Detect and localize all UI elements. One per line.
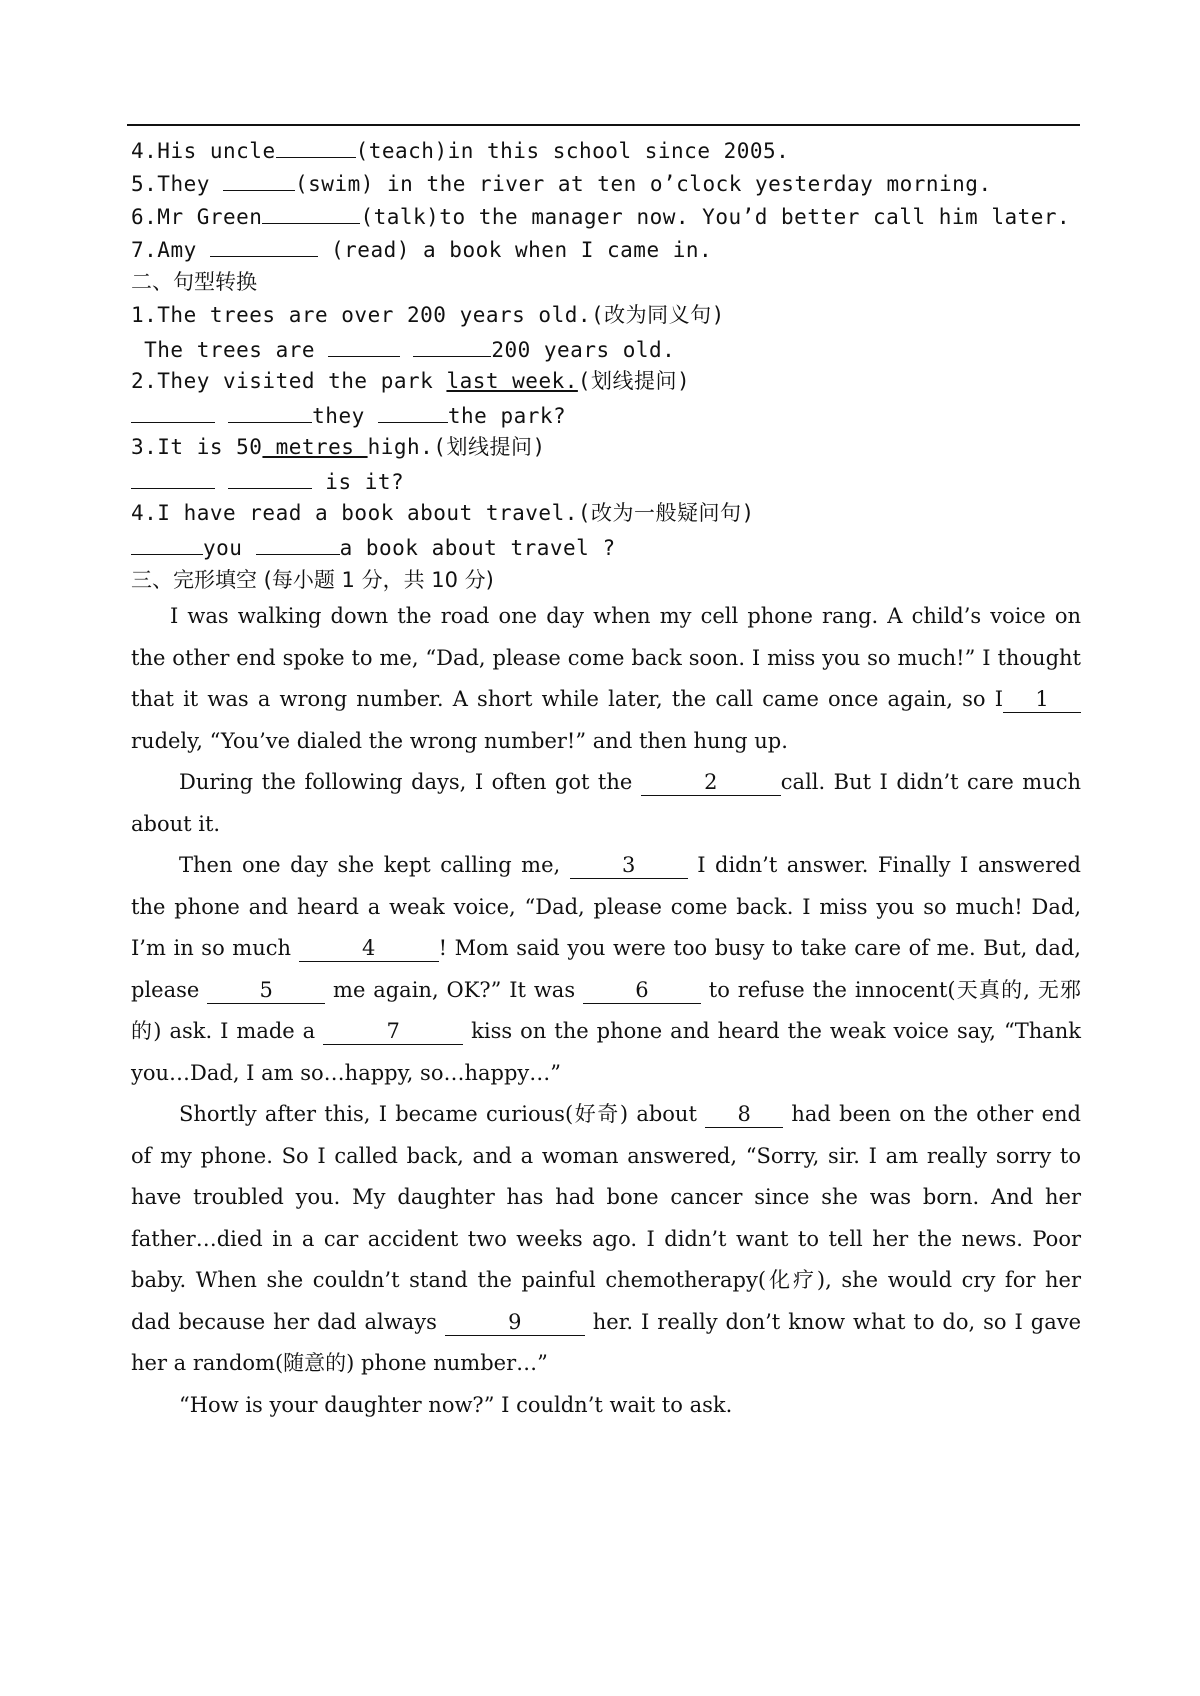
answer-blank[interactable]: [131, 466, 215, 489]
answer-blank[interactable]: [228, 466, 312, 489]
answer-blank[interactable]: [276, 135, 356, 158]
cloze-blank-9[interactable]: 9: [445, 1309, 585, 1336]
cloze-paragraph-4: Shortly after this, I became curious(好奇) about 8 had been on the other end of my phone. So I called back, and a woman answered, “Sorry, sir. I am really sorry to have troubled you. My daughter has had bone cancer since she was born. And her father…died in a car accident two weeks ago. I didn’t want to tell her the news. Poor baby. When she couldn’t stand the painful chemotherapy(化疗), she would cry for her dad because her dad always 9 her. I really don’t know what to do, so I gave her a random(随意的) phone number…”: [131, 1102, 1082, 1375]
cloze-blank-7[interactable]: 7: [323, 1018, 463, 1045]
answer-blank[interactable]: [378, 400, 448, 423]
underlined-phrase: metres: [262, 435, 368, 459]
question-4: 4.His uncle (teach)in this school since 2005.: [131, 135, 789, 165]
answer-blank[interactable]: [131, 400, 215, 423]
underlined-phrase: last week.: [446, 369, 578, 393]
cloze-paragraph-1: I was walking down the road one day when my cell phone rang. A child’s voice on the other end spoke to me, “Dad, please come back soon. I miss you so much!” I thought that it was a wrong number. A short while later, the call came once again, so I 1rudely, “You’ve dialed the wrong number!” and then hung up.: [131, 604, 1081, 753]
question-5: 5.They (swim) in the river at ten o’clock yesterday morning.: [131, 168, 992, 198]
header-rule: [127, 124, 1080, 126]
cloze-blank-6[interactable]: 6: [583, 977, 701, 1004]
cloze-blank-3[interactable]: 3: [570, 852, 688, 879]
transform-question-3: 3.It is 50 metres high.(划线提问): [131, 435, 546, 459]
transform-question-1: 1.The trees are over 200 years old.(改为同义句): [131, 303, 725, 327]
transform-answer-2: they the park?: [131, 400, 566, 430]
cloze-blank-4[interactable]: 4: [299, 935, 439, 962]
answer-blank[interactable]: [131, 532, 203, 555]
cloze-paragraph-3: Then one day she kept calling me, 3 I didn’t answer. Finally I answered the phone and heard a weak voice, “Dad, please come back. I miss you so much! Dad, I’m in so much 4 ! Mom said you were too busy to take care of me. But, dad, please 5 me again, OK?” It was 6 to refuse the innocent(天真的, 无邪的) ask. I made a 7 kiss on the phone and heard the weak voice say, “Thank you…Dad, I am so…happy, so…happy…”: [131, 853, 1081, 1085]
answer-blank[interactable]: [328, 334, 400, 357]
answer-blank[interactable]: [228, 400, 312, 423]
section-title-cloze: 三、完形填空 (每小题 1 分，共 10 分): [131, 568, 494, 592]
cloze-blank-1[interactable]: 1: [1003, 686, 1081, 713]
answer-blank[interactable]: [256, 532, 340, 555]
cloze-blank-5[interactable]: 5: [207, 977, 325, 1004]
transform-question-2: 2.They visited the park last week.(划线提问): [131, 369, 691, 393]
transform-answer-1: The trees are 200 years old.: [131, 334, 675, 364]
transform-question-4: 4.I have read a book about travel.(改为一般疑问句): [131, 501, 755, 525]
cloze-blank-2[interactable]: 2: [641, 769, 781, 796]
answer-blank[interactable]: [223, 168, 295, 191]
transform-answer-4: you a book about travel ?: [131, 532, 616, 562]
cloze-paragraph-5: “How is your daughter now?” I couldn’t wait to ask.: [179, 1392, 733, 1417]
transform-answer-3: is it?: [131, 466, 404, 496]
answer-blank[interactable]: [210, 234, 318, 257]
cloze-passage: [131, 596, 1081, 1426]
question-7: 7.Amy (read) a book when I came in.: [131, 234, 712, 264]
answer-blank[interactable]: [262, 201, 360, 224]
cloze-paragraph-2: During the following days, I often got the 2 call. But I didn’t care much about it.: [131, 770, 1082, 836]
answer-blank[interactable]: [413, 334, 491, 357]
cloze-blank-8[interactable]: 8: [705, 1101, 783, 1128]
section-title-sentence-transform: 二、句型转换: [131, 270, 257, 294]
question-6: 6.Mr Green (talk)to the manager now. You’d better call him later.: [131, 201, 1070, 231]
